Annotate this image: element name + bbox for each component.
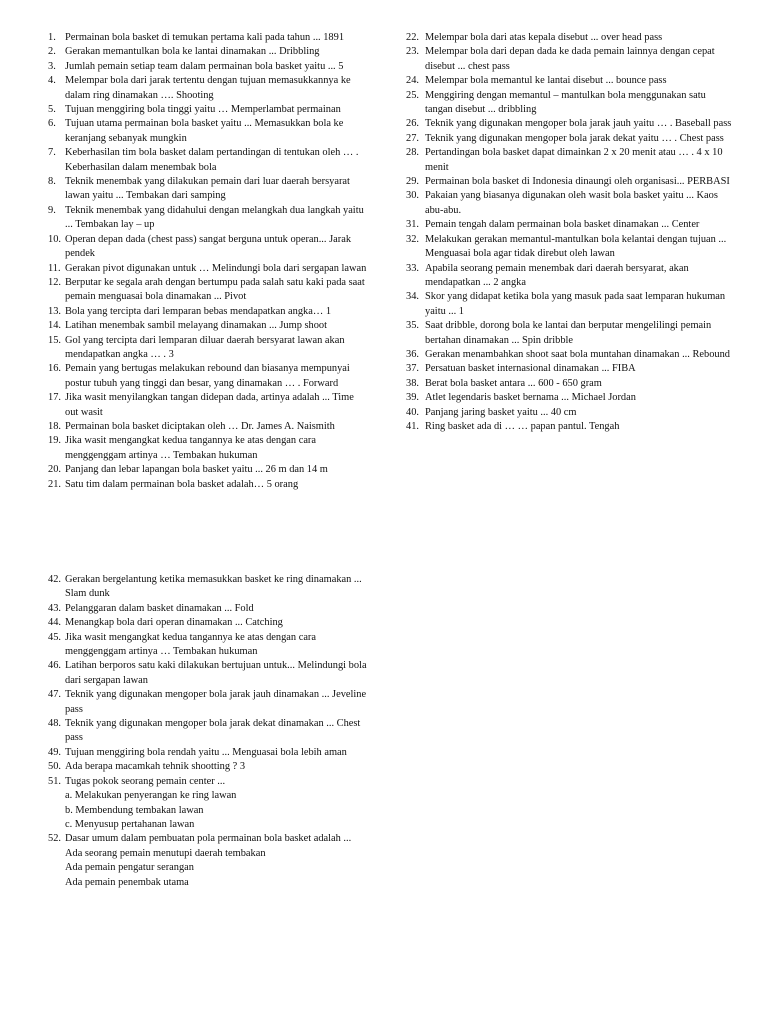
- question-text: Permainan bola basket diciptakan oleh … Dr. James A. Naismith: [65, 420, 335, 432]
- question-item: [48, 334, 368, 363]
- question-item: [48, 478, 368, 492]
- question-item: [406, 262, 736, 291]
- question-text: Teknik yang digunakan mengoper bola jarak jauh yaitu … . Baseball pass: [425, 118, 732, 130]
- question-number: 48.: [48, 718, 61, 730]
- question-body: [65, 391, 368, 420]
- question-text: Permainan bola basket di Indonesia dinaungi oleh organisasi... PERBASI: [425, 176, 730, 188]
- question-body: [65, 832, 368, 890]
- question-body: [65, 334, 368, 363]
- question-body: [65, 688, 368, 717]
- question-item: [406, 406, 736, 420]
- question-body: [65, 233, 368, 262]
- question-body: [65, 746, 368, 760]
- question-item: [48, 832, 368, 890]
- question-body: [425, 290, 736, 319]
- question-body: [65, 631, 368, 660]
- question-number: 8.: [48, 176, 56, 188]
- question-text: Melempar bola memantul ke lantai disebut ... bounce pass: [425, 75, 667, 87]
- question-body: [65, 74, 368, 103]
- question-body: [425, 132, 736, 146]
- question-number: 46.: [48, 660, 61, 672]
- question-item: [48, 60, 368, 74]
- question-item: [406, 391, 736, 405]
- question-item: [48, 175, 368, 204]
- question-body: [65, 117, 368, 146]
- question-item: [406, 420, 736, 434]
- question-item: [48, 631, 368, 660]
- question-item: [406, 175, 736, 189]
- question-body: [425, 377, 736, 391]
- question-number: 34.: [406, 291, 419, 303]
- question-item: [406, 146, 736, 175]
- question-number: 39.: [406, 392, 419, 404]
- question-number: 38.: [406, 377, 419, 389]
- question-number: 32.: [406, 233, 419, 245]
- question-text: Apabila seorang pemain menembak dari daerah bersyarat, akan mendapatkan ... 2 angka: [425, 262, 689, 288]
- question-item: [48, 146, 368, 175]
- question-text: Melempar bola dari jarak tertentu dengan tujuan memasukkannya ke dalam ring dinamakan …. Shooting: [65, 75, 351, 101]
- answer-option: Ada seorang pemain menutupi daerah tembakan: [65, 847, 266, 859]
- answer-option: b. Membendung tembakan lawan: [65, 804, 204, 816]
- question-number: 22.: [406, 32, 419, 43]
- question-number: 29.: [406, 176, 419, 188]
- question-number: 47.: [48, 689, 61, 701]
- answer-option: a. Melakukan penyerangan ke ring lawan: [65, 790, 237, 802]
- question-text: Teknik yang digunakan mengoper bola jarak dekat dinamakan ... Chest pass: [65, 718, 361, 744]
- question-item: [48, 420, 368, 434]
- question-body: [65, 463, 368, 477]
- question-text: Berat bola basket antara ... 600 - 650 gram: [425, 377, 602, 389]
- question-text: Jika wasit mengangkat kedua tangannya ke atas dengan cara menggenggam artinya … Tembakan hukuman: [65, 435, 317, 461]
- question-body: [65, 760, 368, 774]
- question-body: [65, 573, 368, 602]
- question-item: [48, 717, 368, 746]
- question-body: [425, 175, 736, 189]
- question-number: 30.: [406, 190, 419, 202]
- question-item: [48, 117, 368, 146]
- question-item: [48, 391, 368, 420]
- question-item: [48, 31, 368, 45]
- question-item: [406, 45, 736, 74]
- question-item: [48, 688, 368, 717]
- question-text: Skor yang didapat ketika bola yang masuk pada saat lemparan hukuman yaitu ... 1: [425, 291, 726, 317]
- question-item: [48, 434, 368, 463]
- answer-option: Ada pemain pengatur serangan: [65, 862, 194, 874]
- question-number: 28.: [406, 147, 419, 159]
- question-body: [425, 31, 736, 45]
- question-item: [48, 573, 368, 602]
- question-number: 11.: [48, 262, 61, 274]
- question-text: Teknik menembak yang dilakukan pemain dari luar daerah bersyarat lawan yaitu ... Tembakan dari samping: [65, 176, 350, 202]
- question-text: Tujuan menggiring bola rendah yaitu ... Menguasai bola lebih aman: [65, 746, 347, 758]
- question-item: [48, 362, 368, 391]
- question-number: 5.: [48, 104, 56, 116]
- question-item: [48, 262, 368, 276]
- question-text: Menggiring dengan memantul – mantulkan bola menggunakan satu tangan disebut ... dribbling: [425, 89, 706, 116]
- question-text: Keberhasilan tim bola basket dalam pertandingan di tentukan oleh … . Keberhasilan dalam menembak bola: [65, 147, 359, 173]
- question-item: [48, 204, 368, 233]
- question-body: [65, 478, 368, 492]
- question-number: 45.: [48, 631, 61, 643]
- question-body: [425, 233, 736, 262]
- question-item: [406, 189, 736, 218]
- question-item: [406, 319, 736, 348]
- question-text: Gerakan memantulkan bola ke lantai dinamakan ... Dribbling: [65, 46, 320, 58]
- question-body: [65, 45, 368, 59]
- question-text: Pemain yang bertugas melakukan rebound dan biasanya mempunyai postur tubuh yang tinggi dan besar, yang dinamakan … . Forward: [65, 363, 350, 389]
- question-number: 31.: [406, 219, 419, 231]
- question-body: [65, 103, 368, 117]
- question-number: 33.: [406, 262, 419, 274]
- question-text: Ring basket ada di … … papan pantul. Tengah: [425, 420, 620, 432]
- question-number: 23.: [406, 46, 419, 58]
- question-column-2: [406, 31, 736, 434]
- question-number: 36.: [406, 348, 419, 360]
- question-text: Gol yang tercipta dari lemparan diluar daerah bersyarat lawan akan mendapatkan angka … . 3: [65, 334, 345, 360]
- question-number: 15.: [48, 334, 61, 346]
- question-body: [65, 276, 368, 305]
- question-number: 52.: [48, 833, 61, 845]
- question-number: 20.: [48, 464, 61, 476]
- question-body: [425, 74, 736, 88]
- question-item: [406, 218, 736, 232]
- question-body: [65, 616, 368, 630]
- question-body: [425, 262, 736, 291]
- question-item: [48, 746, 368, 760]
- question-body: [65, 434, 368, 463]
- question-body: [425, 391, 736, 405]
- question-number: 19.: [48, 435, 61, 447]
- question-text: Latihan menembak sambil melayang dinamakan ... Jump shoot: [65, 320, 328, 332]
- question-item: [48, 760, 368, 774]
- question-item: [406, 132, 736, 146]
- question-item: [48, 319, 368, 333]
- question-item: [406, 233, 736, 262]
- question-text: Menangkap bola dari operan dinamakan ... Catching: [65, 617, 283, 629]
- question-item: [48, 602, 368, 616]
- question-text: Gerakan bergelantung ketika memasukkan basket ke ring dinamakan ... Slam dunk: [65, 574, 362, 600]
- question-item: [406, 31, 736, 45]
- question-number: 18.: [48, 420, 61, 432]
- question-item: [406, 89, 736, 118]
- answer-option: Ada pemain penembak utama: [65, 876, 189, 888]
- question-body: [425, 362, 736, 376]
- question-body: [65, 319, 368, 333]
- question-number: 1.: [48, 32, 56, 43]
- question-number: 42.: [48, 574, 61, 585]
- question-body: [65, 602, 368, 616]
- question-item: [406, 74, 736, 88]
- question-body: [65, 175, 368, 204]
- question-text: Latihan berporos satu kaki dilakukan bertujuan untuk... Melindungi bola dari sergapan lawan: [65, 660, 367, 686]
- question-number: 7.: [48, 147, 56, 159]
- question-text: Dasar umum dalam pembuatan pola permainan bola basket adalah ...: [65, 833, 352, 845]
- question-text: Jumlah pemain setiap team dalam permainan bola basket yaitu ... 5: [65, 60, 344, 72]
- question-body: [425, 189, 736, 218]
- question-body: [425, 420, 736, 434]
- question-number: 16.: [48, 363, 61, 375]
- question-body: [65, 60, 368, 74]
- question-item: [406, 362, 736, 376]
- question-text: Pelanggaran dalam basket dinamakan ... Fold: [65, 602, 254, 614]
- question-text: Gerakan menambahkan shoot saat bola muntahan dinamakan ... Rebound: [425, 348, 730, 360]
- question-text: Jika wasit menyilangkan tangan didepan dada, artinya adalah ... Time out wasit: [65, 392, 354, 418]
- question-number: 24.: [406, 75, 419, 87]
- question-item: [406, 377, 736, 391]
- question-number: 41.: [406, 420, 419, 432]
- question-body: [425, 146, 736, 175]
- question-number: 25.: [406, 89, 419, 101]
- question-item: [48, 305, 368, 319]
- question-item: [48, 74, 368, 103]
- question-item: [48, 233, 368, 262]
- answer-option: c. Menyusup pertahanan lawan: [65, 818, 195, 830]
- question-text: Gerakan pivot digunakan untuk … Melindungi bola dari sergapan lawan: [65, 262, 367, 274]
- question-body: [65, 362, 368, 391]
- question-number: 4.: [48, 75, 56, 87]
- question-text: Permainan bola basket di temukan pertama kali pada tahun ... 1891: [65, 32, 345, 43]
- question-number: 2.: [48, 46, 56, 58]
- question-number: 37.: [406, 363, 419, 375]
- question-text: Operan depan dada (chest pass) sangat berguna untuk operan... Jarak pendek: [65, 233, 352, 260]
- question-number: 9.: [48, 204, 56, 216]
- question-item: [48, 775, 368, 833]
- question-text: Teknik yang digunakan mengoper bola jarak dekat yaitu … . Chest pass: [425, 132, 724, 144]
- question-body: [425, 117, 736, 131]
- question-item: [406, 290, 736, 319]
- question-body: [65, 31, 368, 45]
- question-text: Saat dribble, dorong bola ke lantai dan berputar mengelilingi pemain bertahan dinamakan ... Spin dribble: [425, 320, 712, 346]
- question-text: Teknik yang digunakan mengoper bola jarak jauh dinamakan ... Jeveline pass: [65, 689, 367, 715]
- question-body: [425, 45, 736, 74]
- question-number: 26.: [406, 118, 419, 130]
- question-text: Panjang jaring basket yaitu ... 40 cm: [425, 406, 577, 418]
- question-text: Melakukan gerakan memantul-mantulkan bola kelantai dengan tujuan ... Menguasai bola agar tidak direbut oleh lawan: [425, 233, 727, 260]
- question-text: Jika wasit mengangkat kedua tangannya ke atas dengan cara menggenggam artinya … Tembakan hukuman: [65, 631, 317, 658]
- question-column-1: [48, 31, 368, 492]
- question-text: Tugas pokok seorang pemain center ...: [65, 775, 226, 787]
- question-number: 17.: [48, 392, 61, 404]
- question-body: [425, 319, 736, 348]
- question-text: Pakaian yang biasanya digunakan oleh wasit bola basket yaitu ... Kaos abu-abu.: [425, 190, 718, 216]
- question-number: 27.: [406, 132, 419, 144]
- question-body: [65, 146, 368, 175]
- question-body: [65, 420, 368, 434]
- question-item: [48, 103, 368, 117]
- question-text: Bola yang tercipta dari lemparan bebas mendapatkan angka… 1: [65, 305, 332, 317]
- question-number: 40.: [406, 406, 419, 418]
- question-body: [65, 262, 368, 276]
- question-text: Berputar ke segala arah dengan bertumpu pada salah satu kaki pada saat pemain menguasai bola dinamakan ... Pivot: [65, 276, 365, 303]
- question-text: Melempar bola dari depan dada ke dada pemain lainnya dengan cepat disebut ... chest pass: [425, 46, 715, 72]
- question-body: [425, 89, 736, 118]
- question-column-3: [48, 573, 368, 890]
- question-text: Tujuan utama permainan bola basket yaitu ... Memasukkan bola ke keranjang sebanyak mungkin: [65, 118, 344, 144]
- question-number: 12.: [48, 276, 61, 288]
- question-text: Panjang dan lebar lapangan bola basket yaitu ... 26 m dan 14 m: [65, 464, 328, 476]
- question-body: [65, 775, 368, 833]
- question-body: [65, 717, 368, 746]
- question-text: Melempar bola dari atas kepala disebut ... over head pass: [425, 32, 663, 43]
- question-text: Tujuan menggiring bola tinggi yaitu … Memperlambat permainan: [65, 104, 341, 116]
- question-number: 14.: [48, 320, 61, 332]
- question-text: Ada berapa macamkah tehnik shootting ? 3: [65, 761, 246, 773]
- question-body: [65, 659, 368, 688]
- question-number: 35.: [406, 320, 419, 332]
- question-body: [425, 406, 736, 420]
- question-number: 6.: [48, 118, 56, 130]
- question-number: 21.: [48, 478, 61, 490]
- question-item: [48, 659, 368, 688]
- question-item: [406, 348, 736, 362]
- question-number: 13.: [48, 305, 61, 317]
- question-body: [65, 305, 368, 319]
- question-item: [406, 117, 736, 131]
- question-body: [425, 348, 736, 362]
- question-number: 43.: [48, 602, 61, 614]
- question-body: [65, 204, 368, 233]
- question-item: [48, 45, 368, 59]
- question-number: 50.: [48, 761, 61, 773]
- question-text: Pemain tengah dalam permainan bola basket dinamakan ... Center: [425, 219, 700, 231]
- question-text: Atlet legendaris basket bernama ... Michael Jordan: [425, 392, 636, 404]
- question-item: [48, 276, 368, 305]
- question-text: Persatuan basket internasional dinamakan ... FIBA: [425, 363, 636, 375]
- question-number: 3.: [48, 60, 56, 72]
- question-number: 44.: [48, 617, 61, 629]
- question-body: [425, 218, 736, 232]
- question-text: Satu tim dalam permainan bola basket adalah… 5 orang: [65, 478, 299, 490]
- question-item: [48, 463, 368, 477]
- question-number: 10.: [48, 233, 61, 245]
- question-text: Teknik menembak yang didahului dengan melangkah dua langkah yaitu ... Tembakan lay – up: [65, 204, 364, 231]
- question-number: 51.: [48, 775, 61, 787]
- question-item: [48, 616, 368, 630]
- question-text: Pertandingan bola basket dapat dimainkan 2 x 20 menit atau … . 4 x 10 menit: [425, 147, 723, 173]
- question-number: 49.: [48, 746, 61, 758]
